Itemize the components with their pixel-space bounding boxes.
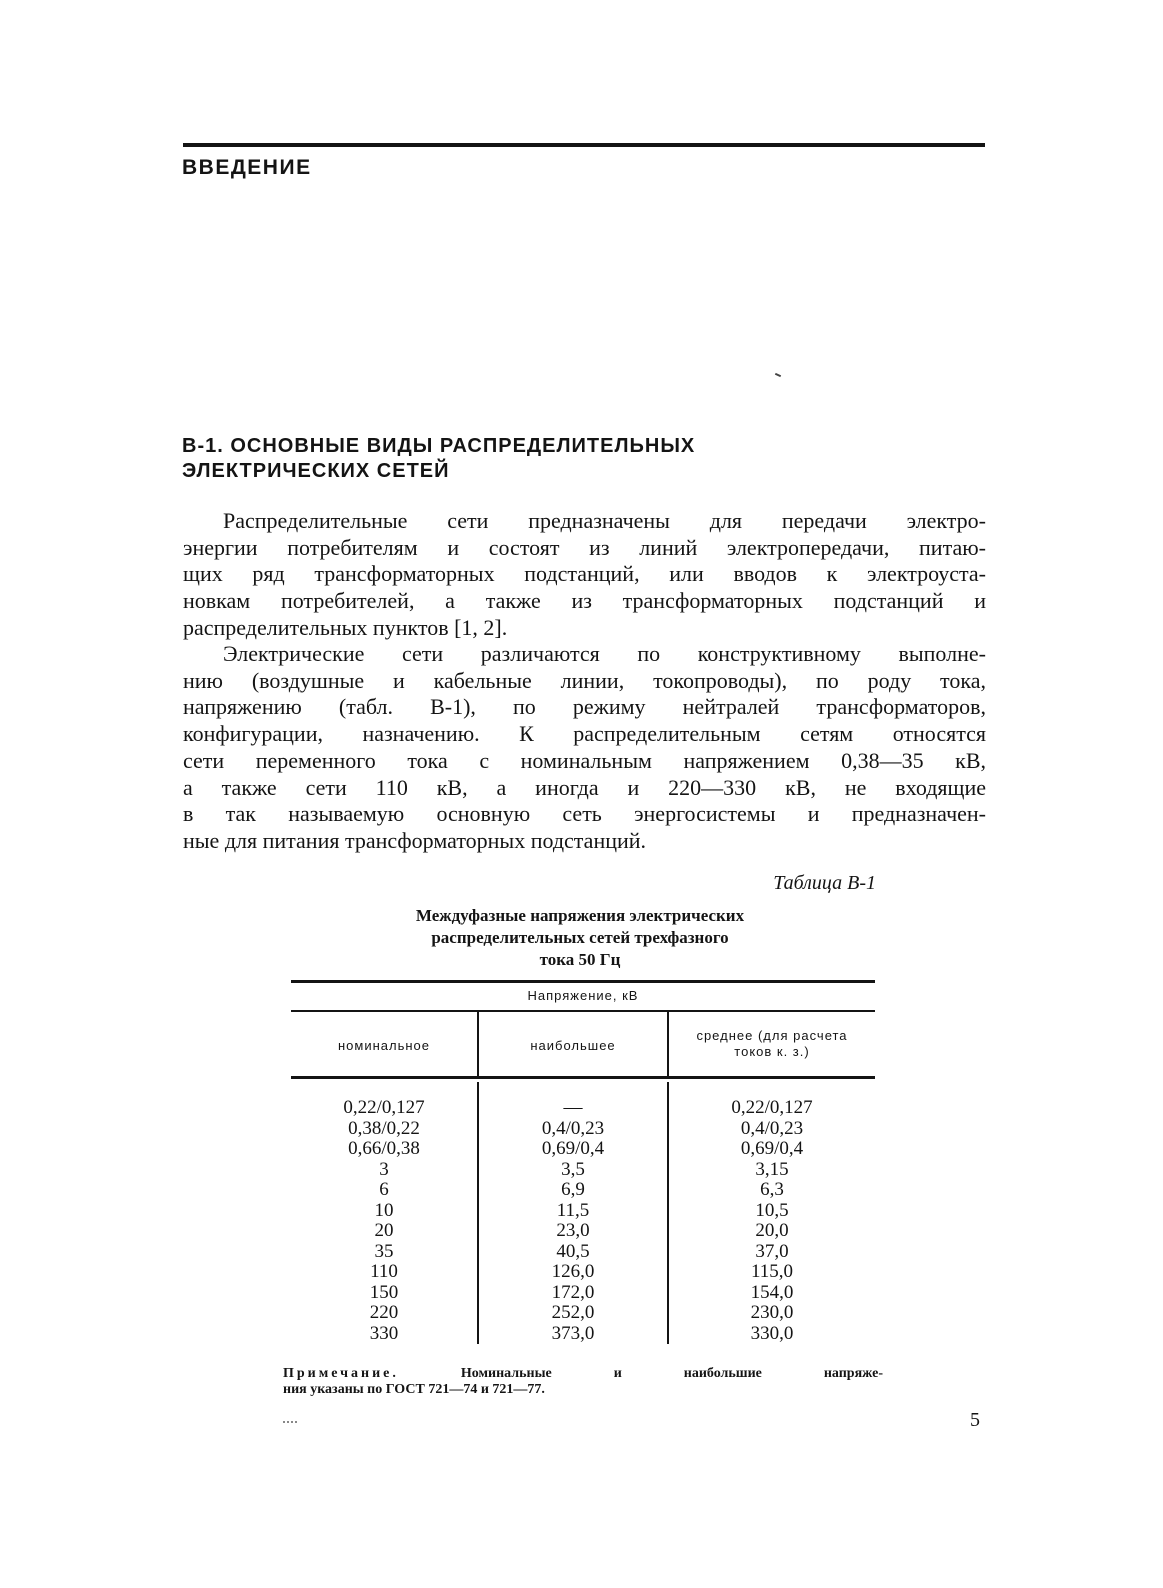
note-text: ния указаны по ГОСТ 721—74 и 721—77. xyxy=(283,1382,545,1397)
paragraph-line: в так называемую основную сеть энергосистемы и предназначен- xyxy=(183,801,986,827)
table-label: Таблица В-1 xyxy=(773,872,876,894)
group-header-rule xyxy=(291,1010,875,1012)
avg-cell: 230,0 xyxy=(750,1302,794,1323)
table-top-rule xyxy=(291,980,875,983)
max-cell: 40,5 xyxy=(556,1240,590,1262)
table-caption-line: Междуфазные напряжения электрических xyxy=(415,906,745,925)
paragraph-2 xyxy=(183,641,986,855)
avg-cell: 37,0 xyxy=(755,1240,789,1262)
avg-cell: 0,22/0,127 xyxy=(731,1097,813,1118)
avg-column xyxy=(669,1098,875,1344)
scan-mark xyxy=(283,1416,297,1423)
paragraph-line: напряжению (табл. В-1), по режиму нейтралей трансформаторов, xyxy=(183,694,986,720)
nominal-cell: 0,38/0,22 xyxy=(348,1117,420,1139)
col-header-nominal: номинальное xyxy=(337,1038,430,1053)
nominal-cell: 10 xyxy=(374,1199,394,1221)
avg-cell: 20,0 xyxy=(755,1220,789,1241)
nominal-cell: 0,22/0,127 xyxy=(343,1097,425,1118)
col-header-max: наибольшее xyxy=(530,1038,616,1053)
max-cell: 126,0 xyxy=(551,1261,595,1282)
col-header-avg-line: токов к. з.) xyxy=(734,1044,810,1059)
avg-cell: 115,0 xyxy=(750,1261,794,1282)
paragraph-line: ные для питания трансформаторных подстанций. xyxy=(183,827,647,853)
avg-cell: 10,5 xyxy=(755,1199,789,1221)
section-heading-line: В-1. ОСНОВНЫЕ ВИДЫ РАСПРЕДЕЛИТЕЛЬНЫХ xyxy=(182,435,696,457)
col-header-avg xyxy=(669,1028,875,1060)
max-cell: 252,0 xyxy=(551,1302,595,1323)
col-header-avg-line: среднее (для расчета xyxy=(696,1028,848,1043)
max-cell: — xyxy=(563,1097,583,1118)
paragraph-line: а также сети 110 кВ, а иногда и 220—330 кВ, не входящие xyxy=(183,774,986,800)
max-cell: 23,0 xyxy=(556,1220,590,1241)
avg-cell: 154,0 xyxy=(750,1281,794,1303)
nominal-cell: 150 xyxy=(369,1281,399,1303)
avg-cell: 330,0 xyxy=(750,1322,794,1344)
paragraph-line: щих ряд трансформаторных подстанций, или вводов к электроуста- xyxy=(183,561,986,587)
max-cell: 0,69/0,4 xyxy=(541,1138,605,1159)
table-caption xyxy=(330,905,830,971)
avg-cell: 0,4/0,23 xyxy=(740,1117,804,1139)
table-caption-line: распределительных сетей трехфазного xyxy=(431,928,729,947)
section-heading xyxy=(182,434,882,484)
paragraph-line: Распределительные сети предназначены для передачи электро- xyxy=(223,508,986,533)
header-bottom-rule xyxy=(291,1076,875,1079)
paragraph-line: конфигурации, назначению. К распределительным сетям относятся xyxy=(183,721,986,747)
avg-cell: 6,3 xyxy=(760,1179,784,1200)
nominal-cell: 330 xyxy=(369,1322,399,1344)
paragraph-line: энергии потребителям и состоят из линий электропередачи, питаю- xyxy=(183,534,986,560)
avg-cell: 3,15 xyxy=(755,1158,789,1180)
section-heading-line: ЭЛЕКТРИЧЕСКИХ СЕТЕЙ xyxy=(182,460,450,482)
max-cell: 3,5 xyxy=(561,1158,585,1180)
top-rule xyxy=(183,143,985,147)
max-column xyxy=(479,1098,667,1344)
paragraph-1 xyxy=(183,508,986,642)
page-number: 5 xyxy=(970,1409,980,1431)
paragraph-line: сети переменного тока с номинальным напряжением 0,38—35 кВ, xyxy=(183,747,986,773)
nominal-column xyxy=(291,1098,477,1344)
scan-speck xyxy=(775,373,781,377)
paragraph-line: новкам потребителей, а также из трансформаторных подстанций и xyxy=(183,588,986,614)
nominal-cell: 220 xyxy=(369,1302,399,1323)
group-header: Напряжение, кВ xyxy=(527,988,639,1003)
note-label: Примечание. xyxy=(283,1366,399,1381)
voltage-table xyxy=(291,980,875,1350)
nominal-cell: 35 xyxy=(374,1240,394,1262)
table-caption-line: тока 50 Гц xyxy=(539,950,621,969)
nominal-cell: 3 xyxy=(379,1158,389,1180)
chapter-title: ВВЕДЕНИЕ xyxy=(182,156,312,179)
max-cell: 0,4/0,23 xyxy=(541,1117,605,1139)
nominal-cell: 0,66/0,38 xyxy=(348,1138,420,1159)
max-cell: 373,0 xyxy=(551,1322,595,1344)
max-cell: 172,0 xyxy=(551,1281,595,1303)
paragraph-line: распределительных пунктов [1, 2]. xyxy=(183,614,508,640)
nominal-cell: 110 xyxy=(370,1261,398,1282)
table-note xyxy=(283,1366,883,1398)
nominal-cell: 6 xyxy=(379,1179,389,1200)
max-cell: 6,9 xyxy=(561,1179,585,1200)
note-text: Номинальные и наибольшие напряже- xyxy=(460,1366,883,1381)
paragraph-line: Электрические сети различаются по конструктивному выполне- xyxy=(223,641,986,666)
paragraph-line: нию (воздушные и кабельные линии, токопроводы), по роду тока, xyxy=(183,667,986,693)
max-cell: 11,5 xyxy=(556,1199,590,1221)
avg-cell: 0,69/0,4 xyxy=(740,1138,804,1159)
nominal-cell: 20 xyxy=(374,1220,394,1241)
